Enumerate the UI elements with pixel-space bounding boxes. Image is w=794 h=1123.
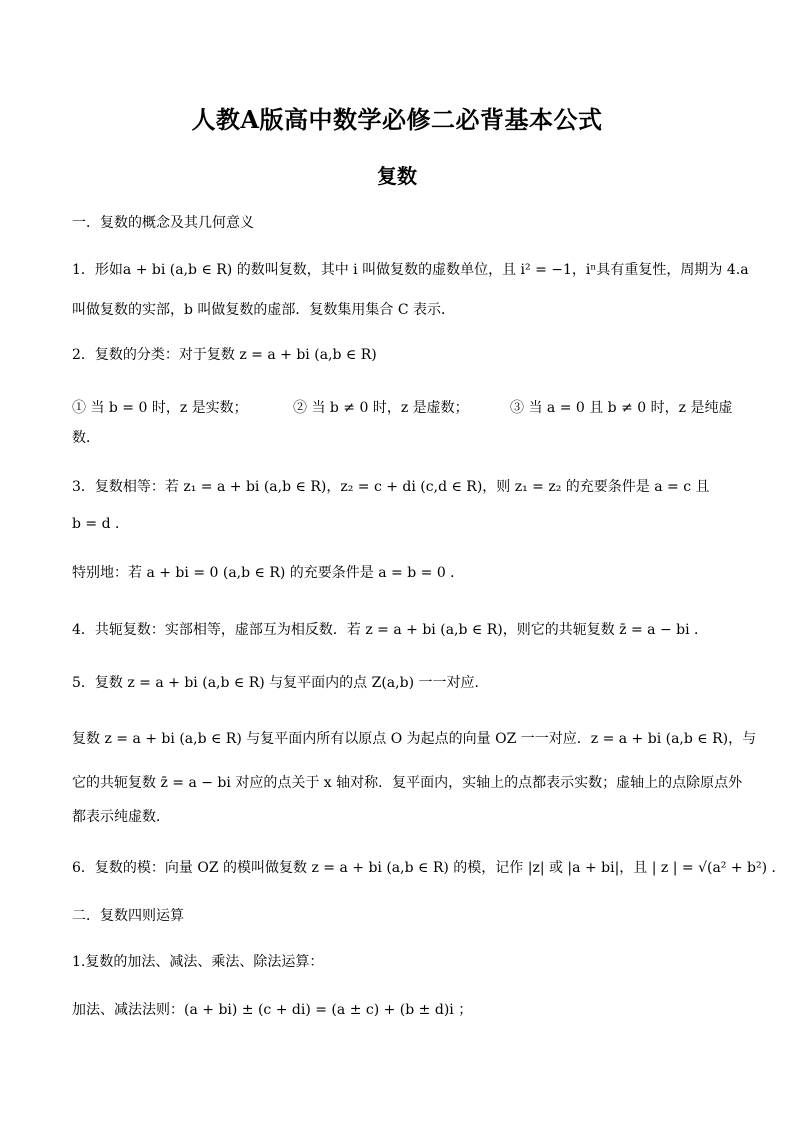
- item-3-line-3: 特别地：若 a + bi = 0 (a,b ∈ R) 的充要条件是 a = b = 0 ．: [72, 565, 465, 581]
- item-2-case-1: ① 当 b = 0 时，z 是实数；: [72, 400, 248, 416]
- item-5-line-4: 都表示纯虚数．: [72, 809, 170, 825]
- item-5-line-3: 它的共轭复数 z̄ = a − bi 对应的点关于 x 轴对称．复平面内，实轴上的点都表示实数；虚轴上的点除原点外: [72, 775, 743, 791]
- section-2-heading: 二．复数四则运算: [72, 908, 184, 924]
- item-3-line-1: 3．复数相等：若 z₁ = a + bi (a,b ∈ R)，z₂ = c + di (c,d ∈ R)，则 z₁ = z₂ 的充要条件是 a = c 且: [72, 479, 710, 495]
- section-2-line-2: 加法、减法法则：(a + bi) ± (c + di) = (a ± c) + (b ± d)i ；: [72, 1002, 473, 1018]
- section-1-heading: 一．复数的概念及其几何意义: [72, 215, 254, 231]
- item-1-line-2: 叫做复数的实部，b 叫做复数的虚部．复数集用集合 C 表示．: [72, 302, 456, 318]
- item-2-line-1: 2．复数的分类：对于复数 z = a + bi (a,b ∈ R): [72, 347, 377, 363]
- item-5-line-1: 5．复数 z = a + bi (a,b ∈ R) 与复平面内的点 Z(a,b) 一一对应．: [72, 675, 489, 691]
- item-5-line-2: 复数 z = a + bi (a,b ∈ R) 与复平面内所有以原点 O 为起点的向量 OZ 一一对应．z = a + bi (a,b ∈ R)，与: [72, 731, 757, 747]
- section-2-line-1: 1.复数的加法、减法、乘法、除法运算：: [72, 954, 324, 970]
- item-2-case-2: ② 当 b ≠ 0 时，z 是虚数；: [293, 400, 469, 416]
- item-4-line: 4．共轭复数：实部相等，虚部互为相反数．若 z = a + bi (a,b ∈ R)，则它的共轭复数 z̄ = a − bi ．: [72, 622, 709, 638]
- item-3-line-2: b = d ．: [72, 516, 130, 532]
- page-subtitle: 复数: [377, 164, 417, 188]
- page-title: 人教A版高中数学必修二必背基本公式: [191, 105, 603, 134]
- item-2-case-3: ③ 当 a = 0 且 b ≠ 0 时，z 是纯虚: [510, 400, 733, 416]
- item-6-line: 6．复数的模：向量 OZ 的模叫做复数 z = a + bi (a,b ∈ R) 的模，记作 |z| 或 |a + bi|，且 | z | = √(a² + b²) ．: [72, 860, 786, 876]
- item-2-line-3: 数．: [72, 430, 100, 446]
- item-1-line-1: 1．形如a + bi (a,b ∈ R) 的数叫复数，其中 i 叫做复数的虚数单位，且 i² = −1，iⁿ具有重复性，周期为 4.a: [72, 262, 749, 278]
